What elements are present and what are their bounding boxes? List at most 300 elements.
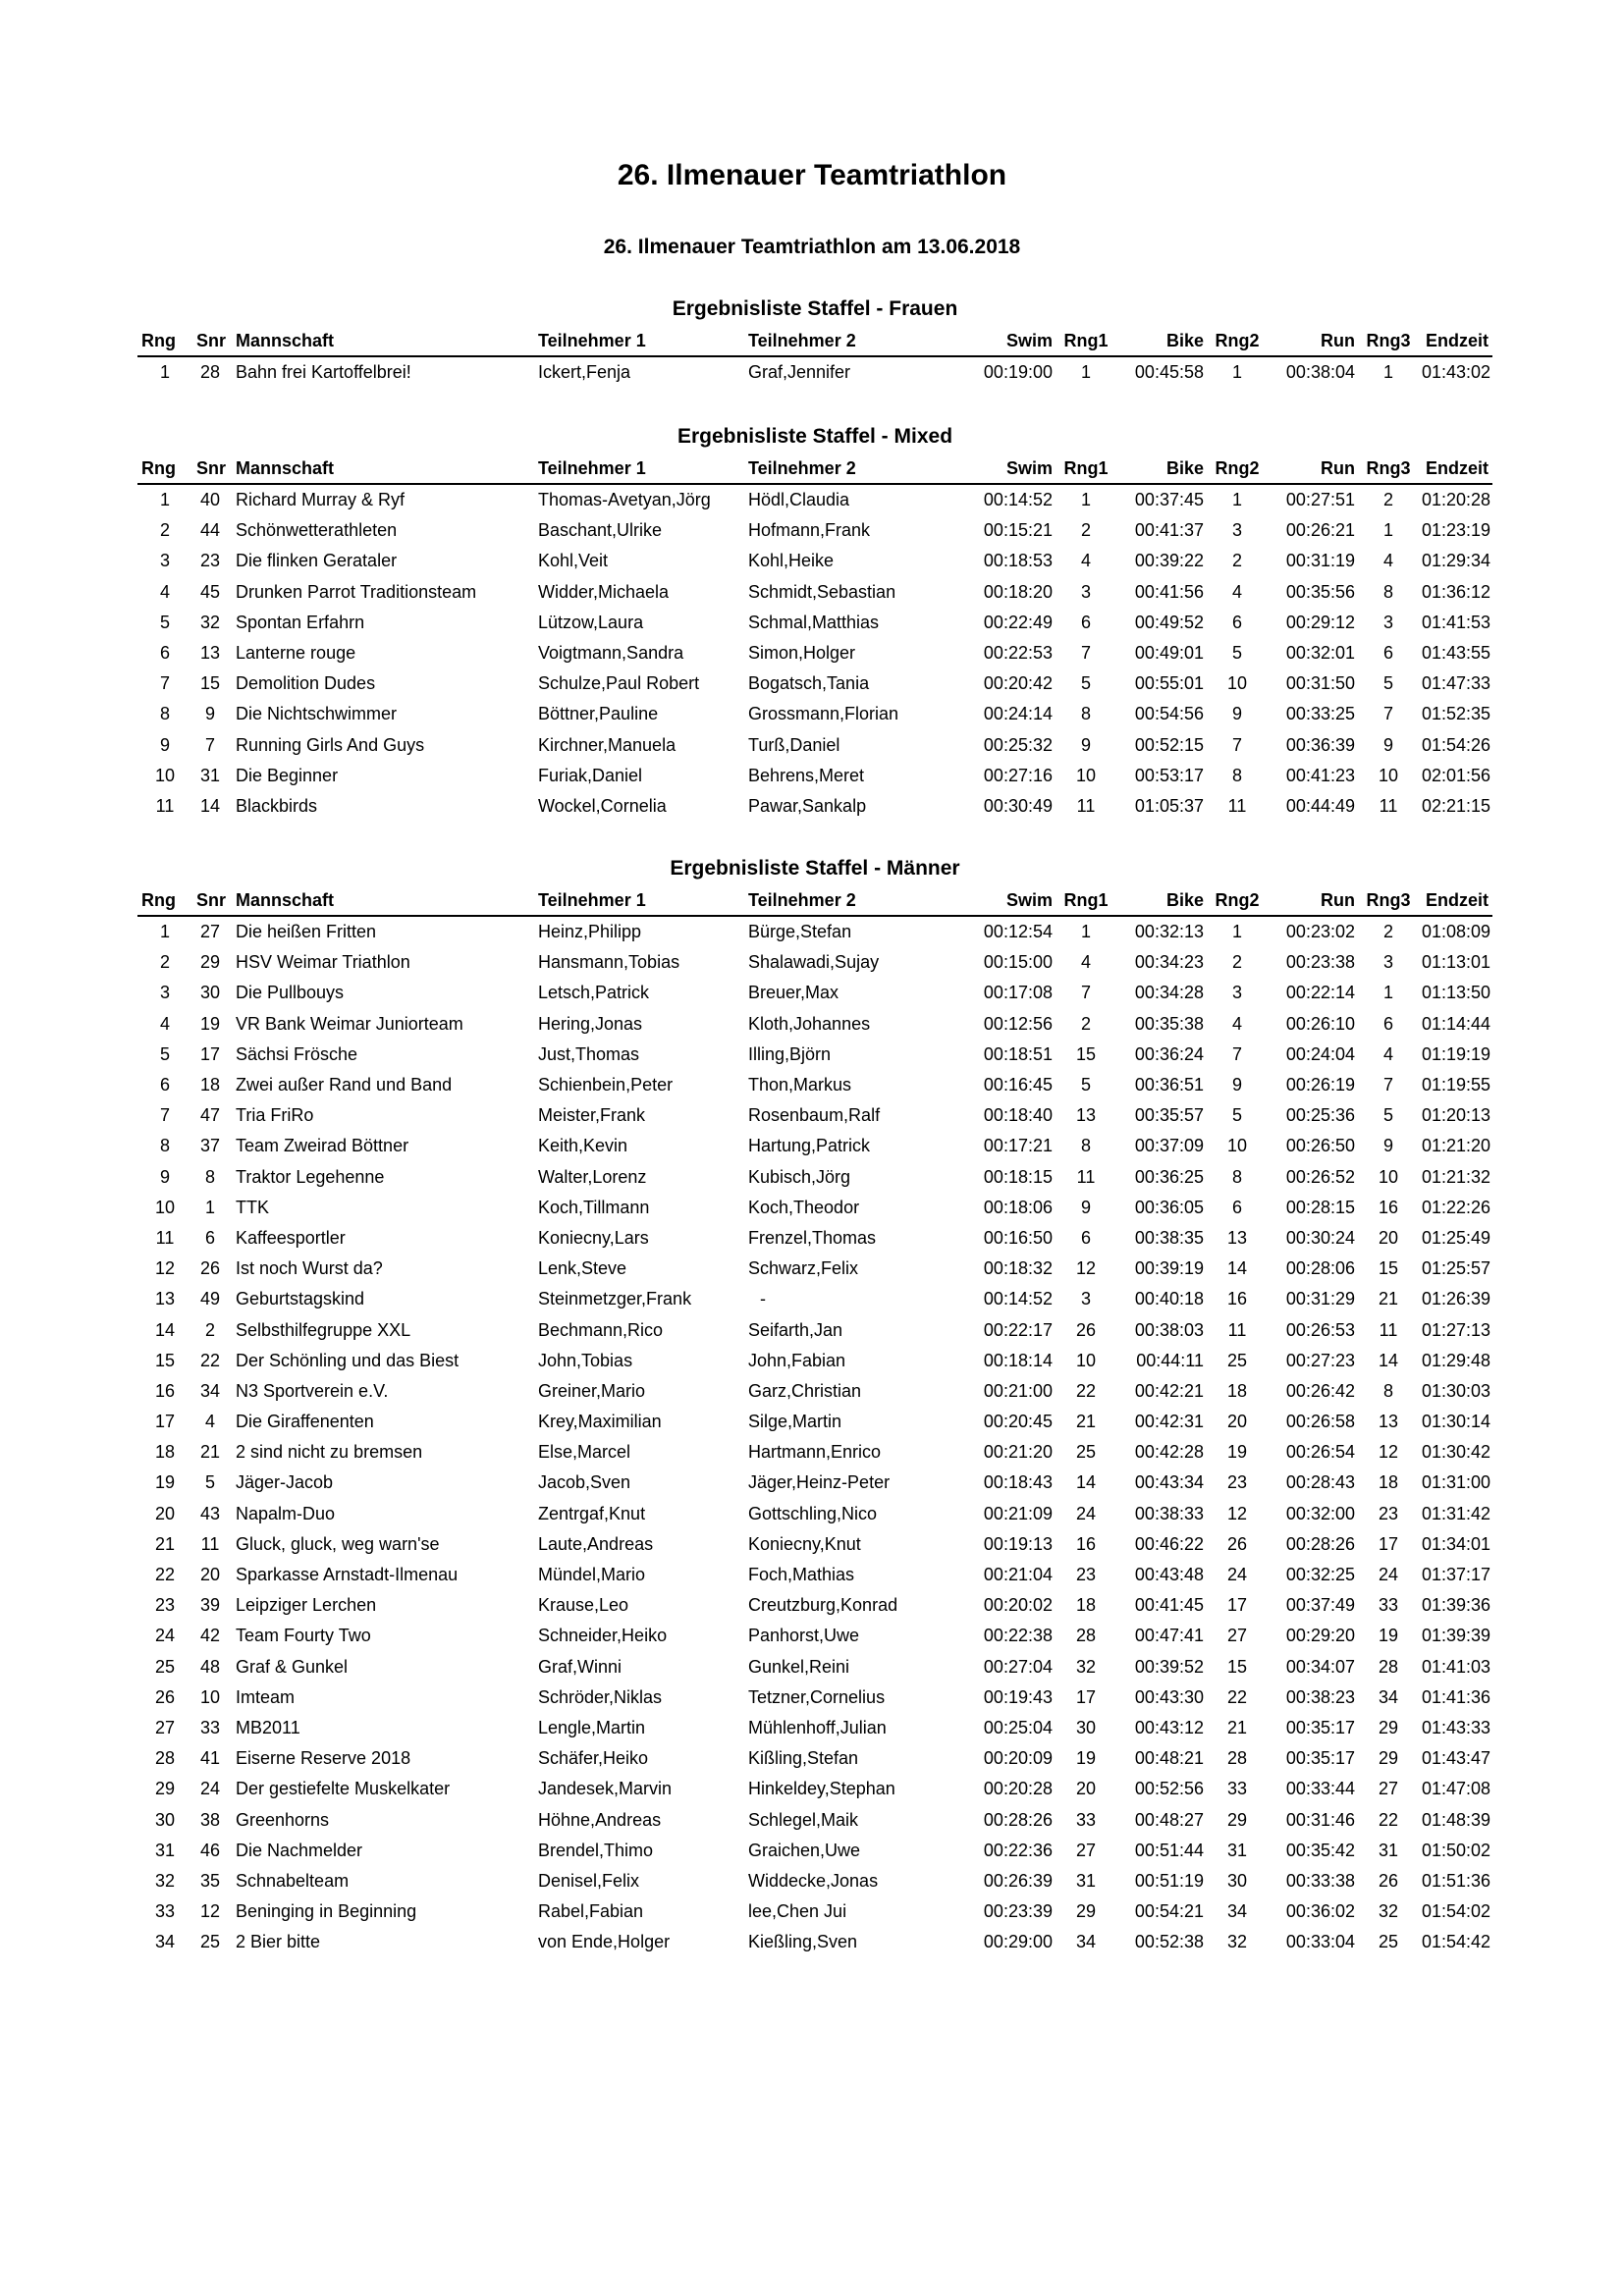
table-row [137,1621,1492,1651]
cell-swim: 00:20:02 [983,1595,1053,1616]
cell-rng2: 7 [1231,734,1242,755]
cell-teilnehmer2: Hinkeldey,Stephan [748,1779,895,1799]
cell-rng3: 6 [1382,643,1393,664]
cell-rng1: 12 [1075,1258,1097,1279]
cell-run: 00:32:01 [1285,643,1355,664]
cell-mannschaft: Schnabelteam [236,1870,350,1891]
cell-run: 00:24:04 [1285,1043,1355,1064]
cell-rng1: 1 [1080,362,1091,383]
cell-rng2: 10 [1226,673,1248,694]
cell-bike: 00:34:28 [1134,983,1204,1003]
cell-swim: 00:21:09 [983,1503,1053,1523]
cell-run: 00:34:07 [1285,1656,1355,1677]
cell-endzeit: 01:25:49 [1422,1227,1491,1248]
cell-teilnehmer2: Schmidt,Sebastian [748,581,896,602]
cell-endzeit: 01:25:57 [1422,1258,1491,1279]
cell-rng3: 1 [1382,362,1393,383]
cell-swim: 00:19:13 [983,1533,1053,1554]
cell-teilnehmer1: Furiak,Daniel [538,765,643,785]
cell-mannschaft: Bahn frei Kartoffelbrei! [236,362,411,383]
column-header-rng3: Rng3 [1366,457,1411,478]
cell-snr: 13 [199,643,221,664]
cell-rng1: 14 [1075,1472,1097,1493]
cell-endzeit: 01:43:55 [1422,643,1491,664]
cell-rng1: 17 [1075,1686,1097,1707]
column-header-rng1: Rng1 [1063,330,1109,350]
cell-teilnehmer1: Lenk,Steve [538,1258,627,1279]
cell-teilnehmer1: Schienbein,Peter [538,1075,674,1095]
cell-rng1: 11 [1076,795,1096,816]
column-header-snr: Snr [196,330,227,350]
table-row [137,916,1492,947]
cell-snr: 43 [199,1503,221,1523]
column-header-rng2: Rng2 [1215,330,1260,350]
cell-snr: 32 [199,612,221,632]
cell-endzeit: 01:39:36 [1422,1595,1491,1616]
cell-mannschaft: Gluck, gluck, weg warn'se [236,1533,440,1554]
cell-rng1: 9 [1080,1197,1091,1217]
cell-teilnehmer1: Just,Thomas [538,1043,640,1064]
cell-rng: 24 [154,1626,176,1646]
table-row [137,1529,1492,1560]
cell-rng: 5 [159,612,170,632]
cell-mannschaft: Der gestiefelte Muskelkater [236,1779,451,1799]
cell-run: 00:41:23 [1285,765,1355,785]
cell-endzeit: 01:23:19 [1422,520,1491,541]
cell-rng1: 3 [1080,1289,1091,1309]
cell-run: 00:32:00 [1285,1503,1355,1523]
column-header-run: Run [1321,330,1355,350]
cell-rng2: 13 [1226,1227,1248,1248]
column-header-teilnehmer2: Teilnehmer 2 [748,889,856,910]
table-row [137,638,1492,668]
cell-rng: 8 [159,1136,170,1156]
cell-teilnehmer2: Kißling,Stefan [748,1748,859,1769]
cell-swim: 00:16:50 [983,1227,1053,1248]
cell-snr: 42 [199,1626,221,1646]
cell-snr: 31 [199,765,221,785]
cell-teilnehmer2: Schmal,Matthias [748,612,880,632]
cell-mannschaft: N3 Sportverein e.V. [236,1380,389,1401]
cell-run: 00:26:21 [1285,520,1355,541]
cell-snr: 26 [199,1258,221,1279]
cell-swim: 00:12:56 [983,1013,1053,1034]
table-row [137,1346,1492,1376]
table-row [137,947,1492,978]
cell-rng2: 16 [1226,1289,1248,1309]
cell-teilnehmer2: Kießling,Sven [748,1932,858,1952]
cell-rng: 3 [159,983,170,1003]
cell-mannschaft: Napalm-Duo [236,1503,336,1523]
column-header-rng: Rng [141,889,176,910]
cell-teilnehmer2: Shalawadi,Sujay [748,952,880,973]
cell-rng: 8 [159,704,170,724]
cell-mannschaft: Tria FriRo [236,1105,314,1126]
cell-mannschaft: Sächsi Frösche [236,1043,358,1064]
cell-teilnehmer2: Foch,Mathias [748,1565,855,1585]
cell-run: 00:36:02 [1285,1901,1355,1922]
cell-snr: 11 [200,1533,220,1554]
cell-rng3: 5 [1382,1105,1393,1126]
cell-bike: 00:42:31 [1134,1412,1204,1432]
cell-swim: 00:18:06 [983,1197,1053,1217]
cell-teilnehmer2: lee,Chen Jui [748,1901,847,1922]
cell-run: 00:31:46 [1285,1809,1355,1830]
cell-rng3: 33 [1378,1595,1399,1616]
cell-bike: 00:41:45 [1134,1595,1204,1616]
results-table [137,326,1492,388]
cell-mannschaft: Die heißen Fritten [236,922,377,942]
cell-mannschaft: VR Bank Weimar Juniorteam [236,1013,463,1034]
cell-bike: 00:39:19 [1134,1258,1204,1279]
table-row [137,1804,1492,1835]
cell-rng2: 33 [1226,1779,1248,1799]
cell-teilnehmer1: Thomas-Avetyan,Jörg [538,490,711,510]
cell-teilnehmer1: Schröder,Niklas [538,1686,663,1707]
cell-run: 00:33:38 [1285,1870,1355,1891]
cell-bike: 00:42:28 [1134,1442,1204,1463]
table-row [137,1162,1492,1193]
cell-teilnehmer2: Turß,Daniel [748,734,840,755]
cell-rng2: 15 [1226,1656,1248,1677]
column-header-mannschaft: Mannschaft [236,889,335,910]
table-row [137,1407,1492,1437]
cell-teilnehmer2: Kubisch,Jörg [748,1166,851,1187]
cell-rng3: 29 [1378,1748,1399,1769]
cell-swim: 00:17:21 [983,1136,1053,1156]
cell-mannschaft: Die Nachmelder [236,1840,363,1860]
cell-snr: 24 [199,1779,221,1799]
cell-teilnehmer2: Gunkel,Reini [748,1656,850,1677]
cell-bike: 00:36:05 [1134,1197,1204,1217]
cell-endzeit: 01:31:00 [1422,1472,1491,1493]
cell-teilnehmer2: - [760,1289,766,1309]
column-header-rng: Rng [141,457,176,478]
column-header-rng2: Rng2 [1215,457,1260,478]
table-row [137,1499,1492,1529]
column-header-run: Run [1321,889,1355,910]
cell-rng3: 7 [1382,1075,1393,1095]
cell-teilnehmer2: Panhorst,Uwe [748,1626,860,1646]
cell-rng: 30 [154,1809,176,1830]
cell-run: 00:27:51 [1285,490,1355,510]
cell-bike: 00:54:21 [1134,1901,1204,1922]
page-title: 26. Ilmenauer Teamtriathlon [617,159,1007,191]
cell-rng: 21 [154,1533,176,1554]
cell-snr: 38 [199,1809,221,1830]
cell-endzeit: 01:41:36 [1422,1686,1491,1707]
cell-snr: 12 [199,1901,221,1922]
cell-run: 00:26:19 [1285,1075,1355,1095]
cell-rng1: 8 [1080,704,1091,724]
section-heading: Ergebnisliste Staffel - Männer [670,857,960,880]
cell-rng3: 22 [1378,1809,1399,1830]
table-row [137,1713,1492,1743]
cell-rng2: 4 [1231,1013,1242,1034]
cell-run: 00:38:04 [1285,362,1355,383]
cell-run: 00:35:42 [1285,1840,1355,1860]
cell-teilnehmer1: Ickert,Fenja [538,362,631,383]
cell-snr: 4 [204,1412,215,1432]
cell-swim: 00:18:53 [983,551,1053,571]
cell-rng: 14 [154,1319,176,1340]
cell-teilnehmer2: Thon,Markus [748,1075,852,1095]
cell-rng1: 10 [1075,1350,1097,1370]
table-row [137,1284,1492,1314]
cell-run: 00:31:50 [1285,673,1355,694]
table-row [137,1590,1492,1621]
table-row [137,1040,1492,1070]
cell-snr: 41 [199,1748,221,1769]
cell-swim: 00:18:51 [983,1043,1053,1064]
cell-bike: 00:48:21 [1134,1748,1204,1769]
cell-rng3: 4 [1382,1043,1393,1064]
cell-run: 00:35:17 [1285,1748,1355,1769]
cell-rng: 6 [159,1075,170,1095]
table-row [137,484,1492,515]
cell-mannschaft: Geburtstagskind [236,1289,365,1309]
cell-rng1: 3 [1080,581,1091,602]
cell-swim: 00:20:45 [983,1412,1053,1432]
cell-run: 00:22:14 [1285,983,1355,1003]
cell-endzeit: 01:54:26 [1422,734,1491,755]
table-row [137,668,1492,699]
cell-rng: 17 [154,1412,176,1432]
cell-swim: 00:19:43 [983,1686,1053,1707]
cell-rng3: 5 [1382,673,1393,694]
table-row [137,1437,1492,1468]
cell-mannschaft: Drunken Parrot Traditionsteam [236,581,477,602]
cell-teilnehmer2: Kloth,Johannes [748,1013,871,1034]
cell-teilnehmer1: Rabel,Fabian [538,1901,644,1922]
cell-rng: 25 [154,1656,176,1677]
cell-teilnehmer2: Tetzner,Cornelius [748,1686,886,1707]
cell-bike: 00:52:38 [1134,1932,1204,1952]
cell-bike: 00:54:56 [1134,704,1204,724]
column-header-rng2: Rng2 [1215,889,1260,910]
cell-mannschaft: 2 Bier bitte [236,1932,321,1952]
cell-teilnehmer2: Pawar,Sankalp [748,795,867,816]
cell-rng: 2 [159,520,170,541]
cell-teilnehmer1: Schneider,Heiko [538,1626,668,1646]
cell-rng1: 1 [1080,490,1091,510]
cell-bike: 00:37:45 [1134,490,1204,510]
table-row [137,1070,1492,1100]
cell-rng1: 9 [1080,734,1091,755]
table-row [137,356,1492,388]
cell-rng1: 22 [1075,1380,1097,1401]
cell-snr: 34 [199,1380,221,1401]
cell-rng: 31 [154,1840,176,1860]
column-header-teilnehmer2: Teilnehmer 2 [748,330,856,350]
cell-run: 00:30:24 [1285,1227,1355,1248]
cell-rng: 12 [154,1258,176,1279]
results-table [137,885,1492,1957]
cell-rng2: 9 [1231,704,1242,724]
cell-bike: 00:42:21 [1134,1380,1204,1401]
cell-rng1: 13 [1075,1105,1097,1126]
cell-rng: 9 [159,1166,170,1187]
cell-rng2: 11 [1227,1319,1247,1340]
cell-teilnehmer2: Koniecny,Knut [748,1533,861,1554]
cell-rng1: 8 [1080,1136,1091,1156]
cell-rng: 18 [154,1442,176,1463]
cell-rng2: 3 [1231,983,1242,1003]
cell-swim: 00:18:32 [983,1258,1053,1279]
cell-teilnehmer2: Hödl,Claudia [748,490,850,510]
cell-rng: 22 [154,1565,176,1585]
column-header-bike: Bike [1165,457,1204,478]
cell-rng3: 34 [1378,1686,1399,1707]
cell-rng2: 9 [1231,1075,1242,1095]
cell-endzeit: 01:39:39 [1422,1626,1491,1646]
cell-rng1: 19 [1075,1748,1097,1769]
cell-endzeit: 01:48:39 [1422,1809,1491,1830]
cell-rng: 6 [159,643,170,664]
column-header-rng3: Rng3 [1366,889,1411,910]
cell-teilnehmer2: Behrens,Meret [748,765,865,785]
cell-endzeit: 01:29:48 [1422,1350,1491,1370]
cell-mannschaft: Zwei außer Rand und Band [236,1075,453,1095]
cell-teilnehmer1: Hering,Jonas [538,1013,643,1034]
cell-rng3: 2 [1382,490,1393,510]
table-row [137,1100,1492,1131]
cell-teilnehmer2: Jäger,Heinz-Peter [748,1472,891,1493]
cell-teilnehmer1: Krause,Leo [538,1595,629,1616]
column-header-endzeit: Endzeit [1425,330,1489,350]
cell-mannschaft: Blackbirds [236,795,318,816]
cell-endzeit: 01:21:32 [1422,1166,1491,1187]
cell-run: 00:28:15 [1285,1197,1355,1217]
table-row [137,730,1492,761]
cell-mannschaft: Spontan Erfahrn [236,612,365,632]
cell-snr: 14 [199,795,221,816]
cell-bike: 00:53:17 [1134,765,1204,785]
section-maenner [137,852,1492,1957]
cell-rng3: 23 [1378,1503,1399,1523]
cell-mannschaft: MB2011 [236,1717,300,1737]
cell-endzeit: 01:08:09 [1422,922,1491,942]
cell-bike: 00:46:22 [1134,1533,1204,1554]
cell-teilnehmer2: Grossmann,Florian [748,704,899,724]
cell-swim: 00:24:14 [983,704,1053,724]
cell-snr: 20 [199,1565,221,1585]
cell-run: 00:33:04 [1285,1932,1355,1952]
cell-teilnehmer1: Koch,Tillmann [538,1197,650,1217]
column-header-rng3: Rng3 [1366,330,1411,350]
cell-snr: 27 [199,922,221,942]
section-heading: Ergebnisliste Staffel - Frauen [672,297,958,320]
cell-swim: 00:27:16 [983,765,1053,785]
cell-endzeit: 01:29:34 [1422,551,1491,571]
column-header-run: Run [1321,457,1355,478]
table-row [137,699,1492,729]
cell-teilnehmer1: Steinmetzger,Frank [538,1289,692,1309]
cell-bike: 00:41:56 [1134,581,1204,602]
cell-endzeit: 01:19:19 [1422,1043,1491,1064]
cell-rng: 10 [154,765,176,785]
cell-swim: 00:14:52 [983,490,1053,510]
table-row [137,1009,1492,1040]
table-row [137,1774,1492,1804]
cell-teilnehmer1: Denisel,Felix [538,1870,640,1891]
cell-bike: 00:35:38 [1134,1013,1204,1034]
cell-swim: 00:29:00 [983,1932,1053,1952]
cell-run: 00:37:49 [1285,1595,1355,1616]
cell-rng: 26 [154,1686,176,1707]
cell-rng3: 6 [1382,1013,1393,1034]
cell-bike: 00:41:37 [1134,520,1204,541]
table-row [137,1131,1492,1161]
cell-swim: 00:25:32 [983,734,1053,755]
cell-snr: 28 [199,362,221,383]
cell-swim: 00:14:52 [983,1289,1053,1309]
cell-teilnehmer2: John,Fabian [748,1350,846,1370]
cell-snr: 19 [199,1013,221,1034]
cell-teilnehmer2: Koch,Theodor [748,1197,860,1217]
cell-rng: 4 [159,1013,170,1034]
cell-rng1: 2 [1080,520,1091,541]
table-row [137,1652,1492,1682]
cell-rng: 7 [159,1105,170,1126]
cell-rng3: 29 [1378,1717,1399,1737]
cell-rng3: 24 [1378,1565,1399,1585]
cell-mannschaft: TTK [236,1197,269,1217]
cell-run: 00:38:23 [1285,1686,1355,1707]
cell-snr: 6 [204,1227,215,1248]
cell-rng3: 14 [1378,1350,1399,1370]
cell-rng: 34 [154,1932,176,1952]
cell-rng1: 31 [1075,1870,1097,1891]
cell-teilnehmer2: Hartung,Patrick [748,1136,871,1156]
cell-mannschaft: Demolition Dudes [236,673,376,694]
cell-rng2: 2 [1231,551,1242,571]
cell-snr: 49 [199,1289,221,1309]
cell-snr: 9 [204,704,215,724]
cell-bike: 00:38:03 [1134,1319,1204,1340]
cell-endzeit: 01:19:55 [1422,1075,1491,1095]
cell-run: 00:26:42 [1285,1380,1355,1401]
cell-rng2: 17 [1226,1595,1248,1616]
cell-rng3: 9 [1382,1136,1393,1156]
cell-mannschaft: Imteam [236,1686,296,1707]
cell-snr: 8 [204,1166,215,1187]
cell-rng2: 8 [1231,1166,1242,1187]
cell-mannschaft: Ist noch Wurst da? [236,1258,383,1279]
cell-rng1: 6 [1080,1227,1091,1248]
cell-teilnehmer1: Hansmann,Tobias [538,952,680,973]
cell-rng1: 28 [1075,1626,1097,1646]
cell-snr: 29 [199,952,221,973]
cell-rng2: 26 [1226,1533,1248,1554]
cell-bike: 00:49:52 [1134,612,1204,632]
cell-teilnehmer1: Brendel,Thimo [538,1840,654,1860]
cell-endzeit: 01:36:12 [1422,581,1491,602]
cell-endzeit: 01:30:14 [1422,1412,1491,1432]
cell-teilnehmer2: Seifarth,Jan [748,1319,843,1340]
cell-endzeit: 01:50:02 [1422,1840,1491,1860]
cell-rng1: 23 [1075,1565,1097,1585]
cell-swim: 00:27:04 [983,1656,1053,1677]
cell-teilnehmer1: John,Tobias [538,1350,633,1370]
cell-rng2: 1 [1231,490,1242,510]
cell-teilnehmer1: Greiner,Mario [538,1380,646,1401]
cell-bike: 00:32:13 [1134,922,1204,942]
cell-bike: 00:36:51 [1134,1075,1204,1095]
cell-rng1: 10 [1075,765,1097,785]
cell-rng: 1 [159,362,170,383]
cell-rng3: 2 [1382,922,1393,942]
